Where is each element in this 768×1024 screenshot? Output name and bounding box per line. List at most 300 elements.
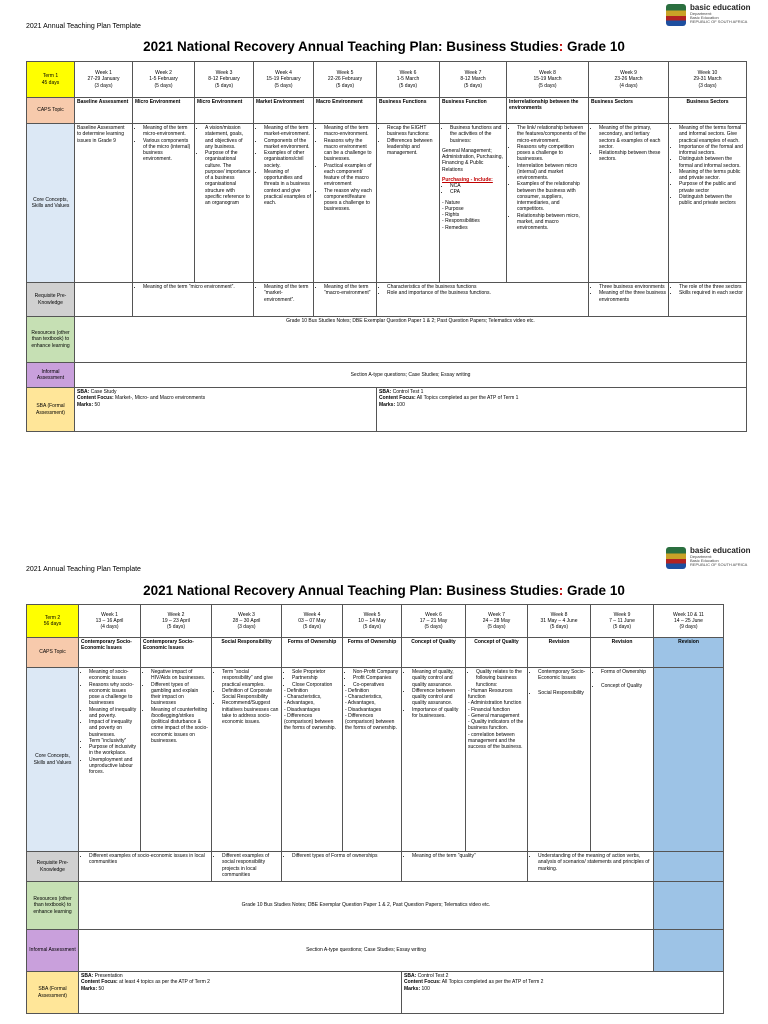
week-num: Week 1: [101, 611, 118, 618]
week-header: [377, 62, 440, 98]
core-dash-item: - Characteristics,: [284, 694, 322, 700]
week-days: (5 days): [274, 82, 293, 89]
core-item: • Meaning of socio-economic issues: [89, 669, 138, 682]
core-dash-text: Disadvantages: [348, 706, 382, 713]
week-dates: 31 May – 4 June: [540, 617, 578, 624]
core-cell: [402, 668, 466, 852]
caps-topic: Business Function: [440, 98, 507, 124]
term2-table: [26, 604, 724, 1014]
week-num: Week 2: [155, 70, 172, 77]
caps-topic: Business Sectors: [589, 98, 669, 124]
core-cell: [528, 668, 591, 852]
week-header: [507, 62, 589, 98]
week-days: (5 days): [362, 624, 382, 631]
core-item: • NCA: [450, 183, 504, 189]
core-label: Core Concepts, Skills and Values: [27, 124, 75, 283]
req-item: • Meaning of the term “market- environment”.: [264, 284, 311, 303]
informal-cell-revision: [654, 930, 724, 972]
logo-sub3: REPUBLIC OF SOUTH AFRICA: [690, 19, 748, 24]
req-item: • Different types of Forms of ownerships: [292, 853, 399, 859]
page-title: [0, 583, 768, 598]
sba-value: Control Test 1: [391, 389, 424, 395]
caps-topic: Micro Environment: [133, 98, 195, 124]
core-row: [27, 124, 747, 283]
caps-topic: Business Sectors: [669, 98, 747, 124]
req-cell: [254, 283, 314, 317]
req-cell: [314, 283, 377, 317]
week-header: [402, 605, 466, 638]
core-item: • Term “inclusivity”: [89, 738, 138, 744]
req-cell: [282, 852, 402, 882]
core-dash-item: - Definition: [345, 687, 369, 694]
core-cell: [314, 124, 377, 283]
caps-topic: Revision: [591, 638, 654, 668]
core-cell: [589, 124, 669, 283]
logo-sub3: REPUBLIC OF SOUTH AFRICA: [690, 562, 748, 567]
page-title: [0, 39, 768, 54]
core-item: • Reasons why socio-economic issues pose a challenge to businesses: [89, 682, 138, 707]
core-item: • Contemporary Socio-Economic Issues: [538, 669, 588, 682]
core-label: Core Concepts, Skills and Values: [27, 668, 79, 852]
week-num: Week 2: [167, 611, 185, 618]
week-header-row: [27, 62, 747, 98]
core-item: • Unemployment and unproductive labour forces.: [89, 757, 138, 776]
req-item: • Understanding of the meaning of action verbs, analysis of scenarios/ statements and principles of marking.: [538, 853, 651, 872]
informal-row: [27, 363, 747, 388]
week-header: [212, 605, 282, 638]
core-item: • Sole Proprietor: [292, 669, 340, 675]
week-header: [528, 605, 591, 638]
week-header: [79, 605, 141, 638]
req-item: • Different examples of socio-economic issues in local communities: [89, 853, 209, 866]
sba-key: Content Focus:: [379, 395, 416, 402]
req-cell: [589, 283, 669, 317]
core-cell: [507, 124, 589, 283]
caps-topic: Forms of Ownership: [282, 638, 343, 668]
dbe-logo: [666, 547, 750, 569]
core-item: • Close Corporation: [292, 682, 340, 688]
core-item: • Purpose of inclusivity in the workplace.: [89, 744, 138, 757]
req-label: Requisite Pre-Knowledge: [27, 283, 75, 317]
week-header: [589, 62, 669, 98]
sba-cell: [79, 972, 402, 1014]
sba-value: 50: [97, 985, 105, 992]
week-header: [141, 605, 212, 638]
informal-label: Informal Assessment: [27, 930, 79, 972]
week-days: (5 days): [487, 624, 506, 631]
core-dash-text: Remedies: [445, 224, 468, 231]
core-dash-item: - Disadvantages: [345, 706, 382, 713]
caps-label: CAPS Topic: [27, 638, 79, 668]
caps-label: CAPS Topic: [27, 98, 75, 124]
caps-topic: Baseline Assessment: [75, 98, 133, 124]
core-cell: [75, 124, 133, 283]
resources-row: [27, 882, 724, 930]
caps-topic: Revision: [654, 638, 724, 668]
core-cell: [591, 668, 654, 852]
logo-sub2: Basic Education: [690, 558, 719, 563]
week-days: (5 days): [398, 82, 418, 89]
sba-key: Content Focus:: [404, 979, 441, 986]
sba-value: 100: [395, 401, 405, 408]
req-item: • Role and importance of the business functions.: [387, 290, 586, 296]
req-label: Requisite Pre-Knowledge: [27, 852, 79, 882]
week-dates: 10 – 14 May: [358, 617, 386, 624]
core-cell: [195, 124, 254, 283]
resources-cell: Grade 10 Bus Studies Notes; DBE Exemplar Question Paper 1 & 2, Past Question Papers; Telematics video etc.: [79, 882, 654, 930]
core-item: • Meaning of the term macro-environment.: [324, 125, 374, 138]
core-item: • Definition of Corporate Social Responsibility: [222, 688, 279, 701]
core-cell: [141, 668, 212, 852]
caps-row: [27, 98, 747, 124]
core-item: • Relationship between these sectors.: [599, 150, 666, 163]
core-cell-revision: [654, 668, 724, 852]
logo-sub2: Basic Education: [690, 15, 719, 20]
core-item: • Business functions and the activities of the business:: [450, 125, 504, 144]
core-cell: [212, 668, 282, 852]
req-item: • Meaning of the term “quality”: [412, 853, 525, 859]
core-dash-text: Advantages,: [286, 700, 315, 707]
req-item: • Three business environments: [599, 284, 666, 290]
week-days: (5 days): [154, 82, 173, 89]
title-colon: :: [558, 583, 564, 598]
sba-value: Control Test 2: [416, 973, 449, 979]
core-dash-item: - General management: [468, 712, 520, 719]
week-dates: 17 – 21 May: [419, 617, 448, 624]
req-item: • Meaning of the three business environments: [599, 290, 666, 303]
core-dash-item: - Nature: [442, 199, 461, 206]
week-days: (5 days): [214, 82, 234, 89]
week-dates: 8-12 March: [460, 76, 486, 83]
core-item: • Social Responsibility: [538, 690, 588, 696]
caps-topic: Social Responsibility: [212, 638, 282, 668]
resources-row: [27, 317, 747, 363]
core-item: • Relationship between micro, market, and macro environments.: [517, 213, 586, 232]
req-cell: [75, 283, 133, 317]
core-cell: [79, 668, 141, 852]
week-num: Week 4: [275, 70, 292, 77]
title-main: 2021 National Recovery Annual Teaching Plan: Business Studies: [143, 583, 559, 598]
week-header: [282, 605, 343, 638]
sba-value: 50: [93, 401, 101, 408]
week-header: [133, 62, 195, 98]
sba-key: Marks:: [77, 401, 94, 408]
req-item: • Different examples of social responsibility projects in local communities: [222, 853, 279, 878]
week-num: Week 5: [336, 70, 354, 77]
sba-cell: [75, 388, 377, 432]
core-item: • Reasons why the macro environment can be a challenge to businesses.: [324, 138, 374, 163]
core-dash-item: - Advantages,: [345, 700, 376, 707]
week-num: Week 1: [95, 70, 112, 77]
week-header: [591, 605, 654, 638]
core-item: • Practical examples of each component/ feature of the macro environment: [324, 163, 374, 188]
sba-label: SBA (Formal Assessment): [27, 388, 75, 432]
week-dates: 13 – 16 April: [95, 617, 124, 624]
core-dash-text: Nature: [445, 199, 461, 206]
term-name: Term 2: [44, 614, 61, 621]
sba-key: SBA:: [77, 389, 90, 395]
sba-value: at least 4 topics as per the ATP of Term 2: [117, 979, 210, 986]
sba-key: Marks:: [379, 401, 396, 408]
core-item: • Meaning of opportunities and threats in a business context and give practical examples of each.: [264, 169, 311, 207]
caps-topic: Revision: [528, 638, 591, 668]
core-item: • CPA: [450, 189, 504, 195]
core-dash-item: - Human Resources function: [468, 687, 513, 700]
core-dash-text: Purpose: [445, 205, 464, 212]
informal-cell: Section A-type questions; Case Studies; Essay writing: [79, 930, 654, 972]
core-item: • Meaning of the terms public and private sector.: [679, 169, 744, 182]
core-dash-text: Differences (comparison) between the forms of ownership.: [284, 712, 336, 732]
core-dash-item: - Responsibilities: [442, 218, 480, 225]
core-item: • Partnership: [292, 675, 340, 681]
week-dates: 14 – 25 June: [674, 617, 703, 624]
page-term-1: [0, 0, 768, 505]
core-text: Baseline Assessment to determine learning issues in Grade 9: [77, 125, 125, 144]
core-item: • Concept of Quality: [601, 683, 651, 689]
resources-label: Resources (other than textbook) to enhance learning: [27, 882, 79, 930]
informal-cell: Section A-type questions; Case Studies; Essay writing: [75, 363, 747, 388]
week-num: Week 10 & 11: [673, 611, 704, 618]
week-dates: 22-26 February: [327, 76, 363, 83]
week-dates: 1-5 February: [149, 76, 178, 83]
title-grade: Grade 10: [563, 39, 625, 54]
core-item: • Differences between leadership and management.: [387, 138, 437, 157]
core-item: • Profit Companies: [353, 675, 399, 681]
core-item: • Different types of gambling and explain their impact on businesses: [151, 682, 209, 707]
week-num: Week 5: [363, 611, 381, 618]
core-item: • Quality relates to the following business functions:: [476, 669, 525, 688]
sba-label: SBA (Formal Assessment): [27, 972, 79, 1014]
core-item: • Non-Profit Company: [353, 669, 399, 675]
sba-key: Marks:: [81, 985, 98, 992]
term-days: 56 days: [43, 621, 62, 627]
week-dates: 1-5 March: [396, 76, 420, 83]
core-dash-item: - correlation between management and the success of the business.: [468, 731, 523, 750]
core-item: • Examples of the relationship between the business with consumer, suppliers, intermediaries, and competitors.: [517, 181, 586, 212]
core-dash-text: Definition: [287, 687, 308, 694]
week-num: Week 3: [238, 611, 255, 618]
informal-row: [27, 930, 724, 972]
week-days: (4 days): [619, 82, 638, 89]
coat-of-arms-icon: [666, 4, 686, 26]
week-num: Week 9: [613, 611, 631, 618]
core-dash-text: Characteristics,: [348, 694, 383, 700]
core-item: • Various components of the micro (internal) business environment.: [143, 138, 192, 163]
core-cell: [133, 124, 195, 283]
week-header: [669, 62, 747, 98]
core-item: • Impact of inequality and poverty on businesses.: [89, 719, 138, 738]
core-dash-item: - Rights: [442, 212, 460, 218]
core-dash-text: Differences (comparison) between the forms of ownership.: [345, 712, 397, 732]
week-dates: 15-19 February: [266, 76, 301, 83]
core-dash-item: - Differences (comparison) between the forms of ownership.: [345, 712, 397, 732]
core-cell: [343, 668, 402, 852]
week-header: [466, 605, 528, 638]
core-dash-text: Administration function: [470, 700, 522, 707]
week-dates: 03 – 07 May: [298, 617, 326, 624]
sba-value: Case Study: [89, 389, 117, 395]
week-days: (4 days): [100, 624, 119, 631]
title-colon: :: [558, 39, 564, 54]
core-dash-item: - Disadvantages: [284, 706, 321, 713]
week-num: Week 6: [425, 611, 442, 618]
core-item: • Meaning of the term market-environment.: [264, 125, 311, 138]
core-item: • Term “social responsibility” and give practical examples.: [222, 669, 279, 688]
core-dash-text: General management: [471, 712, 520, 719]
core-cell: [669, 124, 747, 283]
core-dash-text: Quality indicators of the business function.: [468, 719, 524, 732]
core-row: [27, 668, 724, 852]
sba-value: Presentation: [93, 973, 123, 979]
week-days: (5 days): [302, 624, 322, 631]
core-item: • The reason why each component/feature poses a challenge to businesses.: [324, 188, 374, 213]
page-term-2: [0, 543, 768, 1024]
sba-row: [27, 972, 724, 1014]
sba-value: All Topics completed as per the ATP of Term 1: [415, 395, 519, 402]
coat-of-arms-icon: [666, 547, 686, 569]
week-num: Week 4: [303, 611, 321, 618]
week-header: [195, 62, 254, 98]
week-num: Week 8: [550, 611, 568, 618]
core-dash-text: Disadvantages: [287, 706, 321, 713]
core-item: • Forms of Ownership: [601, 669, 651, 675]
week-days: (9 days): [679, 624, 698, 631]
caps-topic: Micro Environment: [195, 98, 254, 124]
term-name: Term 1: [42, 73, 59, 80]
week-dates: 24 – 28 May: [482, 617, 511, 624]
caps-topic: Contemporary Socio-Economic Issues: [79, 638, 141, 668]
req-cell-revision: [654, 852, 724, 882]
core-dash-item: - Differences (comparison) between the forms of ownership.: [284, 712, 336, 732]
sba-key: Content Focus:: [77, 395, 114, 402]
req-cell: [377, 283, 589, 317]
week-days: (5 days): [538, 82, 557, 89]
core-dash-item: - Financial function: [468, 706, 510, 713]
week-days: (3 days): [698, 82, 717, 89]
req-item: • Meaning of the term “macro-environment”: [324, 284, 374, 297]
week-dates: 23-26 March: [614, 76, 643, 83]
core-item: • Negative impact of HIV/Aids on businesses.: [151, 669, 209, 682]
week-header: [440, 62, 507, 98]
core-item: • Components of the market environment.: [264, 138, 311, 151]
week-days: (5 days): [463, 82, 483, 89]
term-label: [27, 605, 79, 638]
core-item: • Examples of other organisations/civil society.: [264, 150, 311, 169]
sba-cell: [377, 388, 747, 432]
title-grade: Grade 10: [563, 583, 625, 598]
req-item: • Skills required in each sector: [679, 290, 744, 296]
template-label: 2021 Annual Teaching Plan Template: [26, 23, 141, 30]
week-header: [75, 62, 133, 98]
resources-cell-revision: [654, 882, 724, 930]
core-subhead: Purchasing - Include:: [442, 176, 493, 183]
core-item: • Meaning of the term micro-environment.: [143, 125, 192, 138]
caps-row: [27, 638, 724, 668]
sba-key: Marks:: [404, 985, 421, 992]
week-header: [314, 62, 377, 98]
week-days: (3 days): [237, 624, 256, 631]
sba-value: Market-, Micro- and Macro environments: [113, 395, 206, 402]
week-num: Week 6: [399, 70, 417, 77]
resources-cell: Grade 10 Bus Studies Notes; DBE Exemplar Question Paper 1 & 2; Past Question Papers; Telematics video etc.: [75, 317, 747, 363]
sba-cell: [402, 972, 724, 1014]
week-days: (5 days): [166, 624, 186, 631]
req-cell: [402, 852, 528, 882]
core-item: • Interrelation between micro (internal) and market environments.: [517, 163, 586, 182]
req-item: • Meaning of the term “micro environment”.: [143, 284, 251, 290]
core-cell: [466, 668, 528, 852]
sba-value: All Topics completed as per the ATP of Term 2: [440, 979, 544, 986]
week-dates: 27-29 January: [87, 76, 120, 83]
core-item: • Distinguish between the formal and informal sectors.: [679, 156, 744, 169]
req-item: • Characteristics of the business functions: [387, 284, 586, 290]
core-item: • Meaning of counterfeiting /bootlegging/strikes /political disturbance & crime impact of the socio-economic issues on businesses.: [151, 707, 209, 745]
sba-key: SBA:: [404, 973, 417, 979]
core-dash-text: Financial function: [471, 706, 510, 713]
req-row: [27, 852, 724, 882]
req-cell: [133, 283, 254, 317]
core-dash-item: - Remedies: [442, 224, 468, 231]
sba-key: SBA:: [379, 389, 392, 395]
week-num: Week 10: [697, 70, 718, 77]
core-item: • Purpose of the public and private sector: [679, 181, 744, 194]
week-num: Week 9: [620, 70, 637, 77]
logo-name: basic education: [690, 546, 751, 555]
caps-topic: Business Functions: [377, 98, 440, 124]
week-num: Week 7: [464, 70, 482, 77]
informal-label: Informal Assessment: [27, 363, 75, 388]
logo-name: basic education: [690, 3, 751, 12]
req-cell: [528, 852, 654, 882]
core-item: • A vision/mission statement, goals, and objectives of any business.: [205, 125, 251, 150]
week-dates: 28 – 30 April: [232, 617, 261, 624]
week-days: (5 days): [549, 624, 569, 631]
week-header: [343, 605, 402, 638]
core-item: • Importance of the formal and informal sectors.: [679, 144, 744, 157]
core-dash-item: - Purpose: [442, 205, 464, 212]
week-dates: 8-12 February: [208, 76, 240, 83]
req-cell: [212, 852, 282, 882]
core-item: • The link/ relationship between the features/components of the micro-environment.: [517, 125, 586, 144]
week-dates: 19 – 23 April: [162, 617, 190, 624]
core-cell: [377, 124, 440, 283]
core-item: • Reasons why competition poses a challenge to businesses.: [517, 144, 586, 163]
caps-topic: Contemporary Socio-Economic Issues: [141, 638, 212, 668]
core-item: • Recap the EIGHT business functions:: [387, 125, 437, 138]
week-days: (5 days): [335, 82, 355, 89]
sba-key: SBA:: [81, 973, 94, 979]
week-num: Week 8: [539, 70, 556, 77]
sba-row: [27, 388, 747, 432]
core-cell: [282, 668, 343, 852]
template-label: 2021 Annual Teaching Plan Template: [26, 566, 141, 573]
req-cell: [79, 852, 212, 882]
core-item: • Recommend/Suggest initiatives businesses can take to address socio-economic issues.: [222, 700, 279, 725]
week-days: (5 days): [612, 624, 632, 631]
term1-table: [26, 61, 747, 432]
title-main: 2021 National Recovery Annual Teaching Plan: Business Studies: [143, 39, 559, 54]
core-cell: [254, 124, 314, 283]
caps-topic: Forms of Ownership: [343, 638, 402, 668]
core-cell: [440, 124, 507, 283]
core-item: • Meaning of the terms formal and informal sectors. Give practical examples of each.: [679, 125, 744, 144]
week-header: [654, 605, 724, 638]
week-num: Week 7: [488, 611, 505, 618]
core-dash-text: Advantages,: [347, 700, 376, 707]
core-dash-text: Characteristics,: [287, 694, 322, 700]
caps-topic: Interrelationship between the environments: [507, 98, 589, 124]
core-dash-item: - Advantages,: [284, 700, 315, 707]
